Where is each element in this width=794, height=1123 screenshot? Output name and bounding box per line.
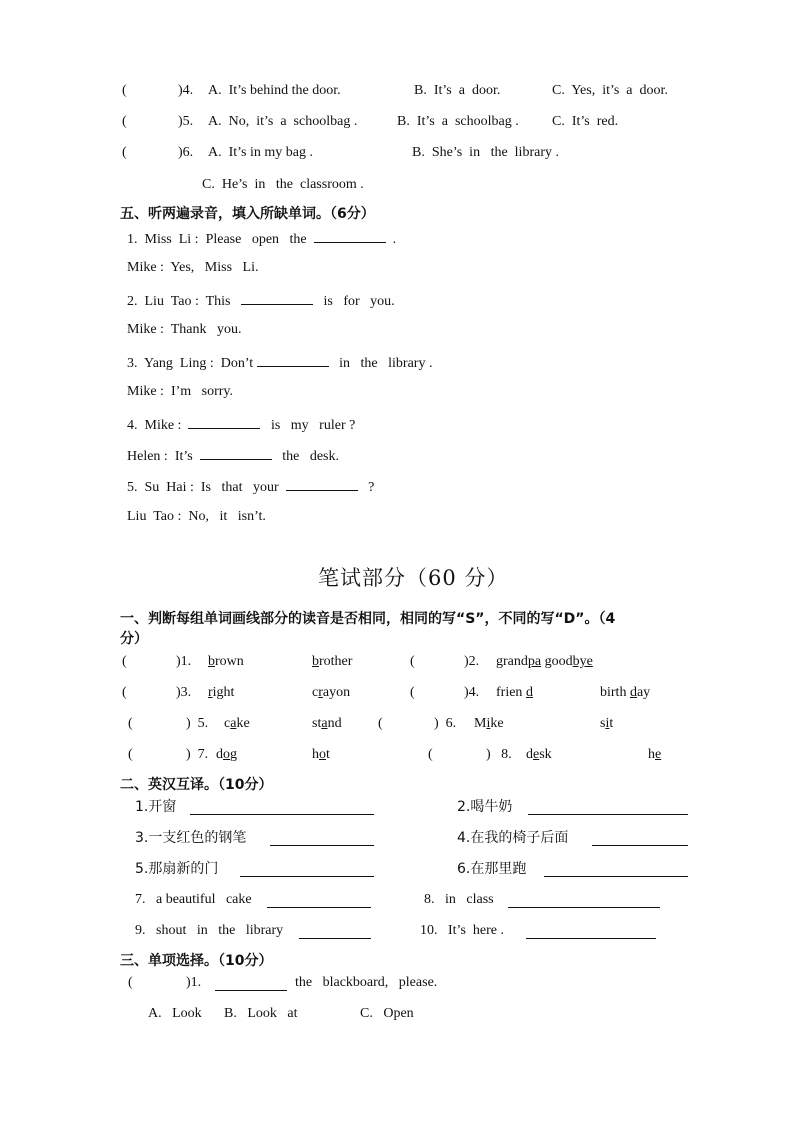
translate-item: 3.一支红色的钢笔: [135, 830, 247, 846]
option-c: C. Yes, it’s a door.: [552, 83, 668, 98]
section-heading: 二、英汉互译。（10分）: [120, 777, 273, 793]
item-number: )4.: [464, 685, 480, 700]
option-b: B. She’s in the library .: [412, 145, 559, 160]
answer-line[interactable]: [592, 831, 688, 846]
translate-item: 4.在我的椅子后面: [457, 830, 569, 846]
option-a: A. It’s behind the door.: [208, 83, 341, 98]
fill-blank[interactable]: [257, 352, 329, 367]
paren-q6: (: [122, 145, 127, 160]
paren: (: [128, 975, 133, 990]
dialog-line-5: 3. Yang Ling : Don’t in the library .: [127, 352, 432, 373]
word: brown: [208, 654, 244, 669]
answer-line[interactable]: [240, 862, 374, 877]
word: grandpa goodbye: [496, 654, 593, 669]
word: birth day: [600, 685, 651, 700]
item-number: ) 8.: [486, 747, 512, 762]
paren: (: [410, 654, 415, 669]
option-b: B. It’s a door.: [414, 83, 501, 98]
translate-item: 8. in class: [424, 892, 494, 907]
item-number: )2.: [464, 654, 480, 669]
fill-blank[interactable]: [188, 414, 260, 429]
dialog-line-2: Mike : Yes, Miss Li.: [127, 260, 259, 275]
item-number: ) 5.: [186, 716, 209, 731]
question-number: )5.: [178, 114, 194, 129]
fill-blank[interactable]: [200, 445, 272, 460]
fill-blank[interactable]: [215, 976, 287, 991]
word: frien d: [496, 685, 533, 700]
translate-item: 2.喝牛奶: [457, 799, 513, 815]
paren: (: [128, 716, 133, 731]
word: dog: [216, 747, 237, 762]
word: brother: [312, 654, 353, 669]
option-c: C. He’s in the classroom .: [202, 177, 364, 192]
translate-item: 6.在那里跑: [457, 861, 527, 877]
paren: (: [128, 747, 133, 762]
dialog-line-6: Mike : I’m sorry.: [127, 384, 234, 399]
item-number: ) 6.: [434, 716, 457, 731]
word: cake: [224, 716, 250, 731]
item-number: ) 7.: [186, 747, 209, 762]
word: he: [648, 747, 662, 762]
item-number: )3.: [176, 685, 192, 700]
translate-item: 9. shout in the library: [135, 923, 284, 938]
paren: (: [378, 716, 383, 731]
fill-blank[interactable]: [314, 228, 386, 243]
dialog-line-3: 2. Liu Tao : This is for you.: [127, 290, 395, 311]
paren: (: [428, 747, 433, 762]
question-text: the blackboard, please.: [295, 975, 438, 990]
option-a: A. Look: [148, 1006, 202, 1021]
translate-item: 7. a beautiful cake: [135, 892, 252, 907]
question-number: )1.: [186, 975, 202, 990]
answer-line[interactable]: [270, 831, 374, 846]
question-number: )4.: [178, 83, 194, 98]
paren-q5: (: [122, 114, 127, 129]
word: desk: [526, 747, 552, 762]
answer-line[interactable]: [267, 893, 371, 908]
word: right: [208, 685, 235, 700]
paren-q4: (: [122, 83, 127, 98]
word: hot: [312, 747, 330, 762]
translate-item: 5.那扇新的门: [135, 861, 219, 877]
dialog-line-1: 1. Miss Li : Please open the .: [127, 228, 396, 249]
word: stand: [312, 716, 342, 731]
word: sit: [600, 716, 614, 731]
question-number: )6.: [178, 145, 194, 160]
item-number: )1.: [176, 654, 192, 669]
fill-blank[interactable]: [286, 476, 358, 491]
paren: (: [122, 685, 127, 700]
paren: (: [122, 654, 127, 669]
answer-line[interactable]: [544, 862, 688, 877]
fill-blank[interactable]: [241, 290, 313, 305]
word: crayon: [312, 685, 351, 700]
option-c: C. It’s red.: [552, 114, 619, 129]
translate-item: 1.开窗: [135, 799, 177, 815]
section-heading-cont: 分）: [120, 631, 148, 647]
option-c: C. Open: [360, 1006, 414, 1021]
section-heading: 一、判断每组单词画线部分的读音是否相同，相同的写“S”，不同的写“D”。（4: [120, 611, 616, 627]
option-a: A. No, it’s a schoolbag .: [208, 114, 358, 129]
dialog-line-10: Liu Tao : No, it isn’t.: [127, 509, 266, 524]
dialog-line-4: Mike : Thank you.: [127, 322, 242, 337]
dialog-line-8: Helen : It’s the desk.: [127, 445, 339, 466]
answer-line[interactable]: [508, 893, 660, 908]
answer-line[interactable]: [190, 800, 374, 815]
option-b: B. Look at: [224, 1006, 298, 1021]
answer-line[interactable]: [526, 924, 656, 939]
answer-line[interactable]: [299, 924, 371, 939]
option-a: A. It’s in my bag .: [208, 145, 313, 160]
dialog-line-7: 4. Mike : is my ruler ?: [127, 414, 355, 435]
page-title: 笔试部分（60 分）: [318, 566, 509, 590]
word: Mike: [474, 716, 504, 731]
translate-item: 10. It’s here .: [420, 923, 504, 938]
section-heading: 五、听两遍录音，填入所缺单词。（6分）: [120, 206, 375, 222]
paren: (: [410, 685, 415, 700]
dialog-line-9: 5. Su Hai : Is that your ?: [127, 476, 374, 497]
option-b: B. It’s a schoolbag .: [397, 114, 519, 129]
answer-line[interactable]: [528, 800, 688, 815]
section-heading: 三、单项选择。（10分）: [120, 953, 273, 969]
